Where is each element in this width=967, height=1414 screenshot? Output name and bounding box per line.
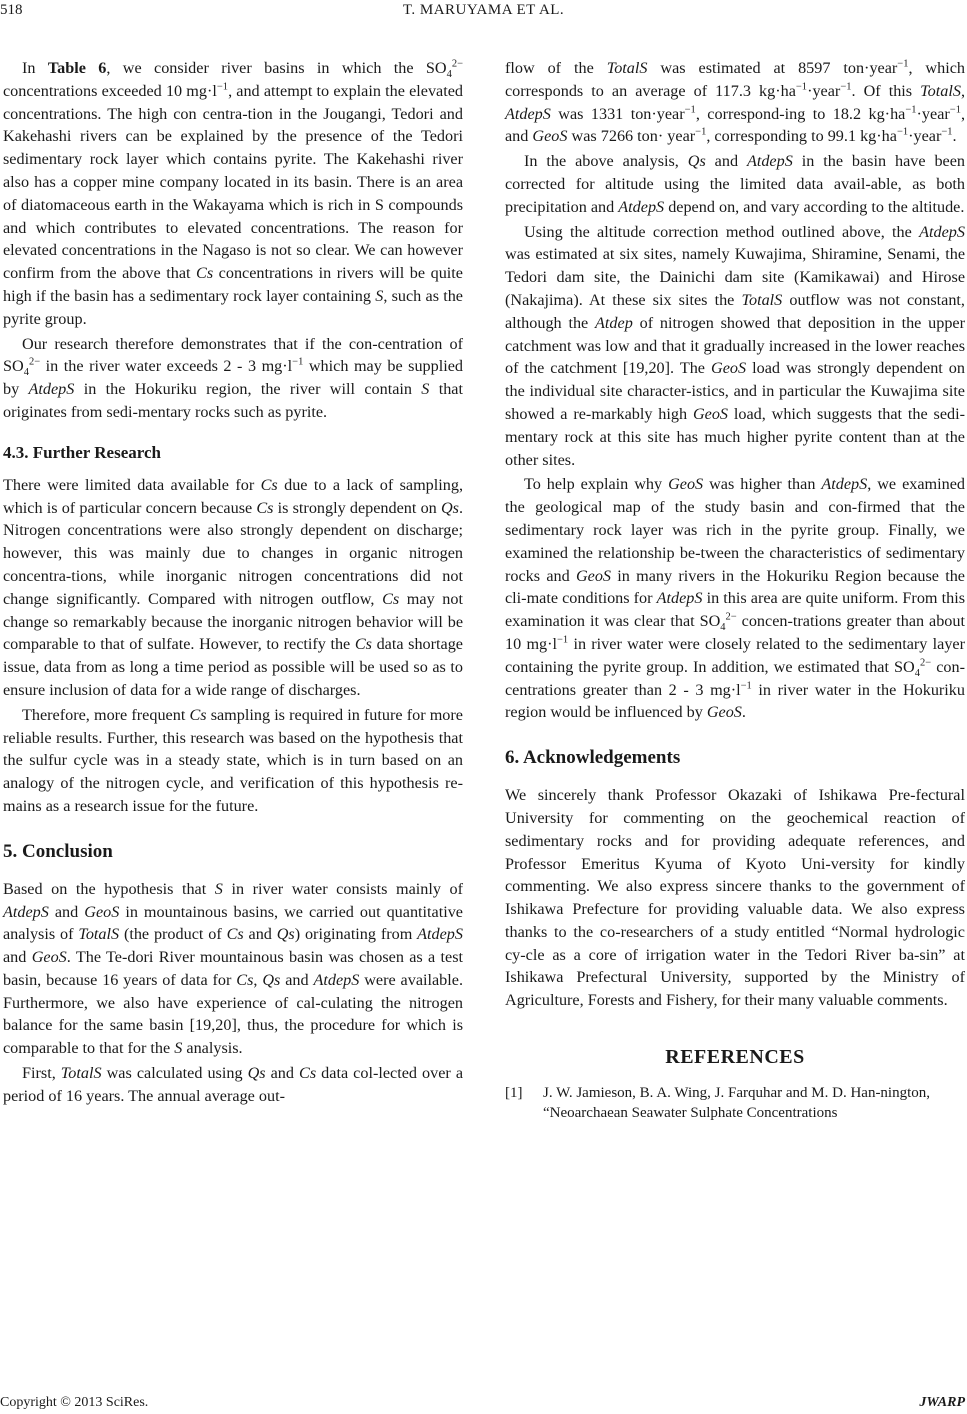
section-heading-further-research: 4.3. Further Research [3, 442, 162, 462]
paragraph: There were limited data available for Cs due to a lack of sampling, which is of particular concern because Cs is strongly dependent on Qs. Nitrogen concentrations were also strongly dependent on discharge; however, this was mainly due to changes in organic nitrogen concentra-tions, while inorganic nitrogen concentrations did not change significantly. Compared with nitrogen outflow, Cs may not change so remarkably because the inorganic nitrogen behavior will be comparable to that of sulfate. However, to rectify the Cs data shortage issue, data from as long a time period as possible will be used so as to ensure inclusion of data for a wide range of discharges. [3, 475, 463, 699]
paragraph: Based on the hypothesis that S in river water consists mainly of AtdepS and GeoS in mountainous basins, we carried out quantitative analysis of TotalS (the product of Cs and Qs) originating from AtdepS and GeoS. The Te-dori River mountainous basin was chosen as a test basin, because 16 years of data for Cs, Qs and AtdepS were available. Furthermore, we also have experience of cal-culating the nitrogen balance for the same basin [19,20], thus, the procedure for which is comparable to that for the S analysis. [3, 879, 464, 1058]
paragraph: First, TotalS was calculated using Qs and Cs data col-lected over a period of 16 years. The annual average out- [3, 1064, 464, 1105]
paragraph: In Table 6, we consider river basins in which the $SO_4^{2-}$ concentrations exceeded 10 $mg\cdot l^{-1}$, and attempt to explain the elevated concentrations. The high con centra-tion in the Jougangi, Tedori and Kakehashi rivers can be explained by the presence of the Tedori sedimentary rock layer which contains pyrite. The Kakehashi river also has a copper mine company located in its basin. There is an area of diatomaceous earth in the Wakayama which is rich in S compounds and which contributes to elevated concentrations. The reason for elevated concentrations in the Nagaso is not so clear. We can however confirm from the above that Cs concentrations in rivers will be quite high if the basin has a sedimentary rock layer containing S, such as the pyrite group. [3, 58, 464, 328]
section-heading-conclusion: 5. Conclusion [3, 840, 113, 862]
running-authors: T. MARUYAMA ET AL. [402, 2, 565, 18]
reference-text: J. W. Jamieson, B. A. Wing, J. Farquhar and M. D. Han-nington, “Neoarchaean Seawater Sulphate Concentrations [543, 1084, 931, 1121]
paragraph: flow of the TotalS was estimated at 8597 ton·year$^{-1}$, which corresponds to an average of 117.3 $kg\cdot ha^{-1}\cdot year^{-1}$. Of this TotalS, AtdepS was 1331 ton·year$^{-1}$, correspond-ing to 18.2 $kg\cdot ha^{-1}\cdot year^{-1}$, and GeoS was 7266 ton· year$^{-1}$, corresponding to 99.1 $kg\cdot ha^{-1}\cdot year^{-1}$. [505, 58, 966, 146]
journal-name: JWARP [919, 1395, 965, 1410]
reference-item [505, 1083, 965, 1123]
page-header [0, 2, 967, 24]
copyright-notice: Copyright © 2013 SciRes. [0, 1395, 149, 1410]
paragraph: In the above analysis, Qs and AtdepS in the basin have been corrected for altitude using the limited data avail-able, as both precipitation and AtdepS depend on, and vary according to the altitude. [505, 152, 966, 216]
page-footer [0, 1395, 967, 1413]
right-column [505, 57, 965, 1123]
paragraph: Therefore, more frequent Cs sampling is required in future for more reliable results. Further, this research was based on the hypothesis that the sulfur cycle was in a steady state, which is in turn based on an analogy of the nitrogen cycle, and verification of this hypothesis re-mains as a research issue for the future. [3, 705, 463, 815]
paragraph: Using the altitude correction method outlined above, the AtdepS was estimated at six sites, namely Kuwajima, Shiramine, Senami, the Tedori dam site, the Dainichi dam site (Kamikawai) and Hirose (Nakajima). At these six sites the TotalS outflow was not constant, although the Atdep of nitrogen showed that deposition in the upper catchment was low and that it gradually increased in the lower reaches of the catchment [19,20]. The GeoS load was strongly dependent on the individual site character-istics, and in particular the Kuwajima site showed a re-markably high GeoS load, which suggests that the sedi-mentary rock at this site has much higher pyrite content than at the other sites. [505, 222, 966, 469]
paragraph: To help explain why GeoS was higher than AtdepS, we examined the geological map of the study basin and con-firmed that the sedimentary rock layer was rich in the pyrite group. Finally, we examined the relationship be-tween the characteristics of sedimentary rocks and GeoS in many rivers in the Hokuriku Region because the cli-mate conditions for AtdepS in this area are quite uniform. From this examination it was clear that $SO_4^{2-}$ concen-trations greater than about 10 $mg\cdot l^{-1}$ in river water were closely related to the sedimentary layer containing the pyrite group. In addition, we estimated that $SO_4^{2-}$ con-centrations greater than 2 - 3 $mg\cdot l^{-1}$ in river water in the Hokuriku region would be influenced by GeoS. [505, 475, 966, 722]
paragraph: Our research therefore demonstrates that if the con-centration of $SO_4^{2-}$ in the river water exceeds 2 - 3 $mg\cdot l^{-1}$ which may be supplied by AtdepS in the Hokuriku region, the river will contain S that originates from sedi-mentary rocks such as pyrite. [3, 334, 464, 421]
left-column [3, 57, 463, 1110]
references-heading: REFERENCES [665, 1046, 805, 1069]
page-number: 518 [0, 2, 23, 18]
paragraph: We sincerely thank Professor Okazaki of Ishikawa Pre-fectural University for commenting on the geochemical reaction of sedimentary rocks and for providing adequate references, and Professor Emeritus Kyuma of Kyoto Uni-versity for kindly commenting. We also express sincere thanks to the government of Ishikawa Prefecture for providing valuable data. We also express thanks to the co-researchers of a study entitled “Normal hydrologic cy-cle as a core of irrigation water in the Tedori River ba-sin” at Ishikawa Prefectural University, supported by the Ministry of Agriculture, Forests and Fishery, for their many valuable comments. [505, 786, 965, 1010]
section-heading-acknowledgements: 6. Acknowledgements [505, 747, 681, 769]
reference-number: [1] [505, 1084, 523, 1101]
